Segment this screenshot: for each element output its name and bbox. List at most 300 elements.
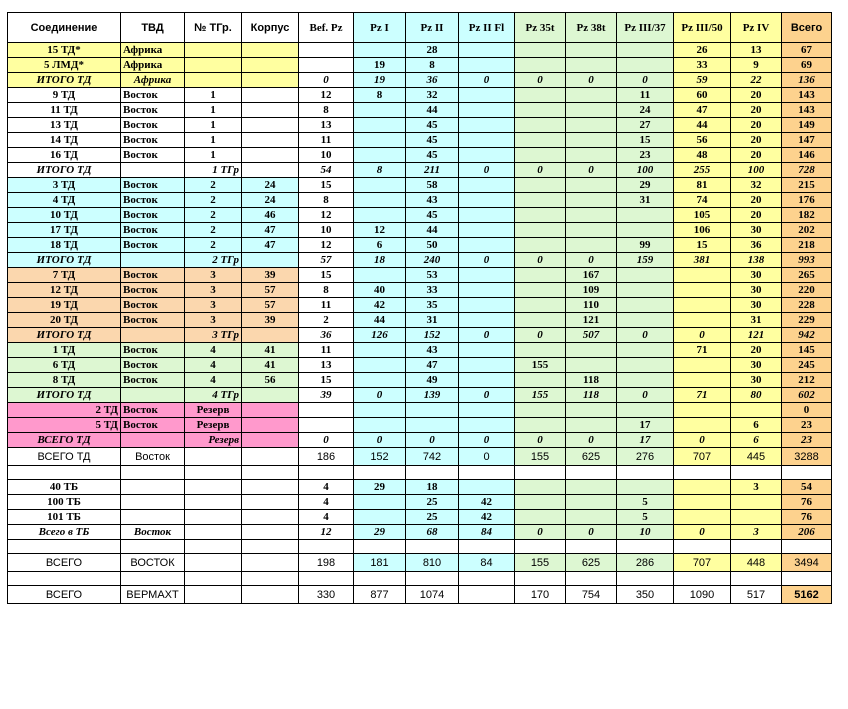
cell-pz4: 20 [731, 133, 782, 148]
cell-theater: Восток [121, 148, 185, 163]
table-row [8, 58, 832, 73]
cell-pz38t [566, 418, 617, 433]
cell-pz2fl: 84 [459, 554, 515, 572]
cell-theater: Восток [121, 208, 185, 223]
cell-pz2fl: 0 [459, 433, 515, 448]
cell-pz3-37: 276 [617, 448, 674, 466]
cell-total: 182 [782, 208, 832, 223]
cell-pz3-50: 59 [674, 73, 731, 88]
cell-pz2fl [459, 133, 515, 148]
cell-total: 69 [782, 58, 832, 73]
table-row [8, 495, 832, 510]
cell-theater [121, 253, 185, 268]
cell-pz1 [354, 418, 406, 433]
cell-pz2: 36 [406, 73, 459, 88]
cell-pz3-37 [617, 480, 674, 495]
cell-pz3-37: 5 [617, 495, 674, 510]
cell-corps [242, 448, 299, 466]
cell-pz35t [515, 373, 566, 388]
cell-pz38t [566, 495, 617, 510]
cell-pz2: 240 [406, 253, 459, 268]
cell-pz38t: 0 [566, 73, 617, 88]
cell-pz4: 517 [731, 586, 782, 604]
cell-pz35t [515, 178, 566, 193]
cell-pz1 [354, 510, 406, 525]
cell-pz3-37: 23 [617, 148, 674, 163]
cell-pz2fl [459, 403, 515, 418]
cell-pz1 [354, 133, 406, 148]
cell-unit: 8 ТД [8, 373, 121, 388]
cell-total: 220 [782, 283, 832, 298]
table-row [8, 358, 832, 373]
cell-pz38t: 109 [566, 283, 617, 298]
cell-theater: Восток [121, 343, 185, 358]
cell-pz2: 139 [406, 388, 459, 403]
header-pz2fl: Pz II Fl [459, 13, 515, 43]
subtotal-row [8, 433, 832, 448]
cell-corps [242, 118, 299, 133]
cell-pz1 [354, 343, 406, 358]
cell-pz3-37: 0 [617, 388, 674, 403]
cell-pz2: 810 [406, 554, 459, 572]
header-pz1: Pz I [354, 13, 406, 43]
cell-bef-pz: 4 [299, 480, 354, 495]
cell-pz38t: 121 [566, 313, 617, 328]
cell-corps [242, 572, 299, 586]
cell-total: 23 [782, 433, 832, 448]
cell-pz1 [354, 148, 406, 163]
cell-pz3-37 [617, 283, 674, 298]
cell-pz2fl [459, 43, 515, 58]
cell-group [185, 540, 242, 554]
cell-pz1: 19 [354, 58, 406, 73]
cell-pz4 [731, 466, 782, 480]
cell-pz2: 50 [406, 238, 459, 253]
cell-pz4: 30 [731, 223, 782, 238]
cell-pz3-37: 31 [617, 193, 674, 208]
cell-pz3-37 [617, 358, 674, 373]
cell-pz3-50: 71 [674, 343, 731, 358]
cell-pz1: 877 [354, 586, 406, 604]
subtotal-row [8, 163, 832, 178]
cell-pz1 [354, 373, 406, 388]
cell-pz3-50: 15 [674, 238, 731, 253]
cell-theater: Восток [121, 103, 185, 118]
cell-unit: 10 ТД [8, 208, 121, 223]
spacer-row [8, 466, 832, 480]
cell-pz4: 20 [731, 148, 782, 163]
cell-pz4: 20 [731, 193, 782, 208]
cell-pz3-37: 350 [617, 586, 674, 604]
cell-group: 4 [185, 373, 242, 388]
cell-pz35t [515, 466, 566, 480]
cell-total: 145 [782, 343, 832, 358]
cell-pz3-37: 11 [617, 88, 674, 103]
cell-pz3-37: 100 [617, 163, 674, 178]
header-pz3-50: Pz III/50 [674, 13, 731, 43]
cell-pz4: 20 [731, 208, 782, 223]
cell-pz3-50: 0 [674, 328, 731, 343]
cell-unit [8, 572, 121, 586]
cell-group: 2 [185, 223, 242, 238]
cell-pz3-50: 47 [674, 103, 731, 118]
header-pz38t: Pz 38t [566, 13, 617, 43]
cell-bef-pz: 39 [299, 388, 354, 403]
cell-corps [242, 133, 299, 148]
cell-pz2: 68 [406, 525, 459, 540]
cell-pz2fl [459, 283, 515, 298]
cell-unit: 2 ТД [8, 403, 121, 418]
table-row [8, 480, 832, 495]
cell-pz4: 20 [731, 118, 782, 133]
cell-unit: 11 ТД [8, 103, 121, 118]
cell-pz35t [515, 343, 566, 358]
cell-group [185, 525, 242, 540]
cell-pz2: 35 [406, 298, 459, 313]
cell-total: 228 [782, 298, 832, 313]
cell-pz2fl [459, 103, 515, 118]
header-group: № ТГр. [185, 13, 242, 43]
cell-pz35t [515, 208, 566, 223]
cell-pz4: 30 [731, 268, 782, 283]
cell-pz3-50 [674, 495, 731, 510]
cell-pz38t: 0 [566, 525, 617, 540]
cell-total: 147 [782, 133, 832, 148]
cell-total: 67 [782, 43, 832, 58]
cell-total: 218 [782, 238, 832, 253]
cell-pz3-50: 707 [674, 448, 731, 466]
cell-group: Резерв [185, 418, 242, 433]
cell-pz3-50: 105 [674, 208, 731, 223]
cell-pz35t [515, 103, 566, 118]
cell-bef-pz: 11 [299, 298, 354, 313]
cell-corps [242, 148, 299, 163]
cell-pz4: 20 [731, 103, 782, 118]
cell-bef-pz [299, 403, 354, 418]
cell-pz2: 58 [406, 178, 459, 193]
cell-group [185, 58, 242, 73]
cell-pz35t [515, 238, 566, 253]
cell-total: 602 [782, 388, 832, 403]
cell-group: Резерв [185, 433, 242, 448]
cell-total: 23 [782, 418, 832, 433]
cell-pz2: 44 [406, 223, 459, 238]
cell-group [185, 510, 242, 525]
cell-group [185, 466, 242, 480]
header-pz3-37: Pz III/37 [617, 13, 674, 43]
cell-theater [121, 163, 185, 178]
cell-pz35t: 170 [515, 586, 566, 604]
cell-pz38t: 507 [566, 328, 617, 343]
cell-pz2fl [459, 373, 515, 388]
cell-pz4: 31 [731, 313, 782, 328]
cell-pz1 [354, 268, 406, 283]
cell-total: 202 [782, 223, 832, 238]
table-row [8, 403, 832, 418]
cell-total: 143 [782, 103, 832, 118]
cell-pz35t: 155 [515, 388, 566, 403]
cell-bef-pz: 186 [299, 448, 354, 466]
cell-pz38t [566, 510, 617, 525]
subtotal-row [8, 525, 832, 540]
cell-pz4 [731, 495, 782, 510]
cell-group: 2 ТГр [185, 253, 242, 268]
cell-pz38t: 110 [566, 298, 617, 313]
cell-theater: Восток [121, 133, 185, 148]
cell-pz35t: 0 [515, 163, 566, 178]
cell-group: 1 [185, 88, 242, 103]
cell-bef-pz: 15 [299, 373, 354, 388]
table-row [8, 178, 832, 193]
cell-theater: Восток [121, 88, 185, 103]
cell-group: 1 [185, 118, 242, 133]
cell-pz2: 45 [406, 118, 459, 133]
cell-pz1: 19 [354, 73, 406, 88]
cell-unit: 20 ТД [8, 313, 121, 328]
cell-total: 206 [782, 525, 832, 540]
cell-pz2fl: 0 [459, 163, 515, 178]
cell-pz3-50: 0 [674, 525, 731, 540]
cell-pz38t: 118 [566, 373, 617, 388]
cell-pz3-50: 1090 [674, 586, 731, 604]
cell-pz35t: 155 [515, 358, 566, 373]
cell-pz4: 121 [731, 328, 782, 343]
cell-unit [8, 466, 121, 480]
cell-total: 76 [782, 510, 832, 525]
cell-pz4: 30 [731, 298, 782, 313]
cell-corps: 46 [242, 208, 299, 223]
cell-group [185, 572, 242, 586]
cell-pz2fl: 0 [459, 73, 515, 88]
cell-pz2fl [459, 343, 515, 358]
cell-corps [242, 88, 299, 103]
cell-total: 728 [782, 163, 832, 178]
cell-pz3-37 [617, 208, 674, 223]
cell-bef-pz [299, 572, 354, 586]
table-row [8, 103, 832, 118]
cell-pz2: 18 [406, 480, 459, 495]
cell-pz1 [354, 403, 406, 418]
cell-pz4 [731, 403, 782, 418]
cell-theater: Восток [121, 268, 185, 283]
cell-pz2fl [459, 58, 515, 73]
cell-unit: 18 ТД [8, 238, 121, 253]
cell-pz2: 45 [406, 133, 459, 148]
cell-group [185, 480, 242, 495]
cell-pz3-50 [674, 480, 731, 495]
cell-bef-pz: 10 [299, 148, 354, 163]
cell-theater: Восток [121, 418, 185, 433]
cell-pz2: 211 [406, 163, 459, 178]
cell-unit: 9 ТД [8, 88, 121, 103]
cell-pz2: 53 [406, 268, 459, 283]
cell-pz2 [406, 572, 459, 586]
cell-pz4: 100 [731, 163, 782, 178]
cell-group: Резерв [185, 403, 242, 418]
cell-theater: Восток [121, 283, 185, 298]
cell-pz4 [731, 540, 782, 554]
cell-pz4: 30 [731, 283, 782, 298]
cell-total: 146 [782, 148, 832, 163]
cell-theater: Восток [121, 118, 185, 133]
cell-pz2fl: 0 [459, 388, 515, 403]
cell-pz3-50 [674, 572, 731, 586]
cell-corps [242, 433, 299, 448]
cell-total: 0 [782, 403, 832, 418]
cell-pz35t [515, 572, 566, 586]
cell-pz38t [566, 223, 617, 238]
cell-bef-pz: 12 [299, 88, 354, 103]
cell-bef-pz [299, 418, 354, 433]
cell-pz35t [515, 313, 566, 328]
cell-group: 2 [185, 193, 242, 208]
cell-corps [242, 466, 299, 480]
cell-group: 1 [185, 148, 242, 163]
header-pz35t: Pz 35t [515, 13, 566, 43]
cell-total: 265 [782, 268, 832, 283]
cell-pz3-37 [617, 572, 674, 586]
cell-group [185, 495, 242, 510]
cell-pz35t: 0 [515, 525, 566, 540]
cell-pz2fl [459, 298, 515, 313]
cell-pz1: 181 [354, 554, 406, 572]
cell-pz1: 0 [354, 388, 406, 403]
table-row [8, 343, 832, 358]
cell-pz2: 44 [406, 103, 459, 118]
cell-pz38t: 118 [566, 388, 617, 403]
cell-bef-pz: 330 [299, 586, 354, 604]
cell-corps: 56 [242, 373, 299, 388]
cell-total: 143 [782, 88, 832, 103]
cell-unit: 5 ТД [8, 418, 121, 433]
cell-corps [242, 586, 299, 604]
cell-corps [242, 418, 299, 433]
cell-pz2fl [459, 586, 515, 604]
cell-total: 942 [782, 328, 832, 343]
cell-pz4: 32 [731, 178, 782, 193]
cell-pz38t: 754 [566, 586, 617, 604]
cell-pz2fl [459, 208, 515, 223]
cell-total: 215 [782, 178, 832, 193]
cell-bef-pz [299, 466, 354, 480]
cell-pz3-37 [617, 268, 674, 283]
cell-pz4: 6 [731, 433, 782, 448]
cell-unit: 101 ТБ [8, 510, 121, 525]
cell-unit: 6 ТД [8, 358, 121, 373]
cell-pz35t [515, 480, 566, 495]
cell-pz4: 22 [731, 73, 782, 88]
cell-pz35t [515, 510, 566, 525]
cell-theater: ВОСТОК [121, 554, 185, 572]
cell-pz35t [515, 418, 566, 433]
cell-unit: 14 ТД [8, 133, 121, 148]
cell-pz4: 20 [731, 88, 782, 103]
cell-pz2fl [459, 358, 515, 373]
cell-theater [121, 480, 185, 495]
cell-pz38t [566, 466, 617, 480]
summary-row [8, 554, 832, 572]
cell-pz35t [515, 133, 566, 148]
cell-bef-pz: 4 [299, 495, 354, 510]
cell-pz35t: 0 [515, 253, 566, 268]
cell-theater: Восток [121, 223, 185, 238]
cell-pz35t [515, 193, 566, 208]
cell-pz3-37 [617, 540, 674, 554]
cell-corps: 57 [242, 298, 299, 313]
cell-pz38t: 0 [566, 163, 617, 178]
cell-pz3-37 [617, 403, 674, 418]
cell-corps: 24 [242, 178, 299, 193]
cell-pz1 [354, 178, 406, 193]
cell-theater [121, 388, 185, 403]
cell-pz2 [406, 540, 459, 554]
cell-pz4: 9 [731, 58, 782, 73]
cell-pz38t: 0 [566, 253, 617, 268]
cell-unit: ВСЕГО ТД [8, 433, 121, 448]
cell-theater: Восток [121, 403, 185, 418]
cell-pz3-50: 74 [674, 193, 731, 208]
cell-total: 149 [782, 118, 832, 133]
cell-pz38t [566, 358, 617, 373]
cell-pz3-50 [674, 313, 731, 328]
subtotal-row [8, 253, 832, 268]
table-row [8, 43, 832, 58]
cell-total: 3288 [782, 448, 832, 466]
cell-unit: 3 ТД [8, 178, 121, 193]
cell-theater: Восток [121, 298, 185, 313]
header-total: Всего [782, 13, 832, 43]
cell-unit: 19 ТД [8, 298, 121, 313]
cell-corps [242, 403, 299, 418]
header-unit: Соединение [8, 13, 121, 43]
cell-unit [8, 540, 121, 554]
cell-pz1 [354, 103, 406, 118]
cell-pz2fl: 84 [459, 525, 515, 540]
cell-group: 4 [185, 358, 242, 373]
cell-bef-pz: 57 [299, 253, 354, 268]
cell-bef-pz: 0 [299, 433, 354, 448]
cell-pz4 [731, 572, 782, 586]
cell-total: 136 [782, 73, 832, 88]
cell-bef-pz: 13 [299, 358, 354, 373]
cell-total: 54 [782, 480, 832, 495]
cell-pz4: 445 [731, 448, 782, 466]
cell-corps [242, 480, 299, 495]
cell-pz1: 152 [354, 448, 406, 466]
cell-pz3-50: 255 [674, 163, 731, 178]
cell-pz1: 6 [354, 238, 406, 253]
cell-bef-pz: 4 [299, 510, 354, 525]
cell-pz2fl: 0 [459, 253, 515, 268]
table-row [8, 208, 832, 223]
cell-pz4: 20 [731, 343, 782, 358]
cell-theater [121, 540, 185, 554]
cell-pz3-37 [617, 466, 674, 480]
cell-corps [242, 58, 299, 73]
cell-group: 3 [185, 298, 242, 313]
cell-pz3-50: 56 [674, 133, 731, 148]
table-row [8, 313, 832, 328]
cell-pz3-50 [674, 418, 731, 433]
table-row [8, 148, 832, 163]
cell-pz3-37 [617, 373, 674, 388]
cell-group [185, 586, 242, 604]
table-row [8, 373, 832, 388]
cell-pz4: 3 [731, 525, 782, 540]
table-row [8, 510, 832, 525]
cell-bef-pz: 13 [299, 118, 354, 133]
tank-strength-table [7, 12, 832, 604]
